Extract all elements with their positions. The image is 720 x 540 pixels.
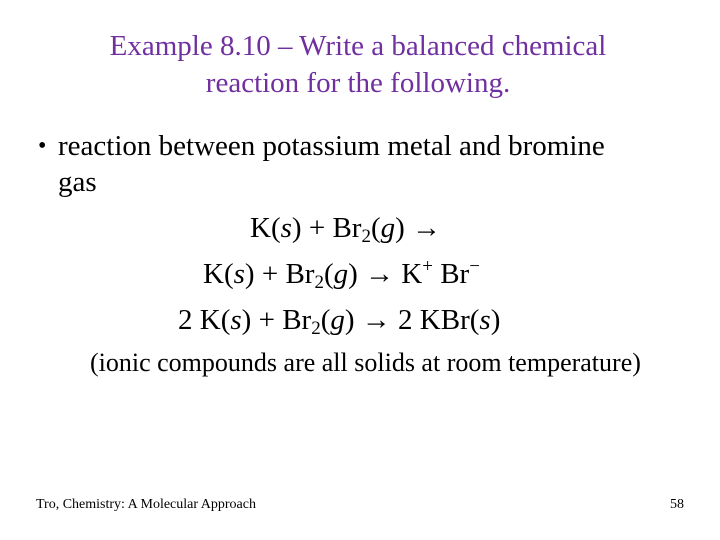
paren-close: ) [490,304,501,336]
reaction-arrow-icon: → [412,212,442,244]
equation-unbalanced-reactants [250,210,441,246]
subscript-2: 2 [311,318,321,339]
product-bromide-ion: Br [432,258,470,290]
reactant-potassium: K [199,304,221,336]
plus-sign: + [251,304,283,336]
paren-close: ) [348,258,358,290]
charge-minus: − [469,256,480,277]
reactant-bromine: Br [332,212,362,244]
state-solid: s [230,304,242,336]
paren-open: ( [223,258,234,290]
subscript-2: 2 [314,272,324,293]
state-solid: s [280,212,292,244]
paren-open: ( [370,212,381,244]
plus-sign: + [301,212,333,244]
reactant-bromine: Br [282,304,312,336]
page-number: 58 [670,497,684,512]
plus-sign: + [254,258,286,290]
paren-open: ( [323,258,334,290]
paren-close: ) [244,258,255,290]
paren-close: ) [291,212,302,244]
bullet-text [58,128,698,200]
bullet-text-line-2: gas [58,166,97,198]
reactant-potassium: K [250,212,271,244]
footer-source: Tro, Chemistry: A Molecular Approach [36,497,256,512]
reaction-arrow-icon: → [361,304,391,336]
reactant-potassium: K [203,258,224,290]
paren-open: ( [469,304,480,336]
paren-open: ( [220,304,231,336]
bullet-text-line-1: reaction between potassium metal and bromine [58,130,605,162]
state-solid: s [233,258,245,290]
state-gas: g [330,304,345,336]
paren-close: ) [344,304,355,336]
coefficient-left: 2 [178,304,200,336]
equation-ionic-products [203,256,480,292]
ionic-note: (ionic compounds are all solids at room temperature) [90,348,641,377]
state-gas: g [333,258,349,290]
product-potassium-ion: K [401,258,423,290]
coefficient-right: 2 [398,304,420,336]
slide-title [0,28,716,102]
slide-title-line-1: Example 8.10 – Write a balanced chemical [109,30,607,62]
subscript-2: 2 [361,226,371,247]
slide-title-line-2: reaction for the following. [205,67,511,99]
state-gas: g [380,212,396,244]
bullet-icon: • [38,133,47,159]
equation-balanced [178,302,500,338]
reactant-bromine: Br [285,258,315,290]
paren-open: ( [320,304,331,336]
paren-open: ( [270,212,281,244]
reaction-arrow-icon: → [365,258,395,290]
product-potassium-bromide: KBr [419,304,470,336]
paren-close: ) [395,212,405,244]
state-solid: s [479,304,491,336]
charge-plus: + [422,256,433,277]
paren-close: ) [241,304,252,336]
